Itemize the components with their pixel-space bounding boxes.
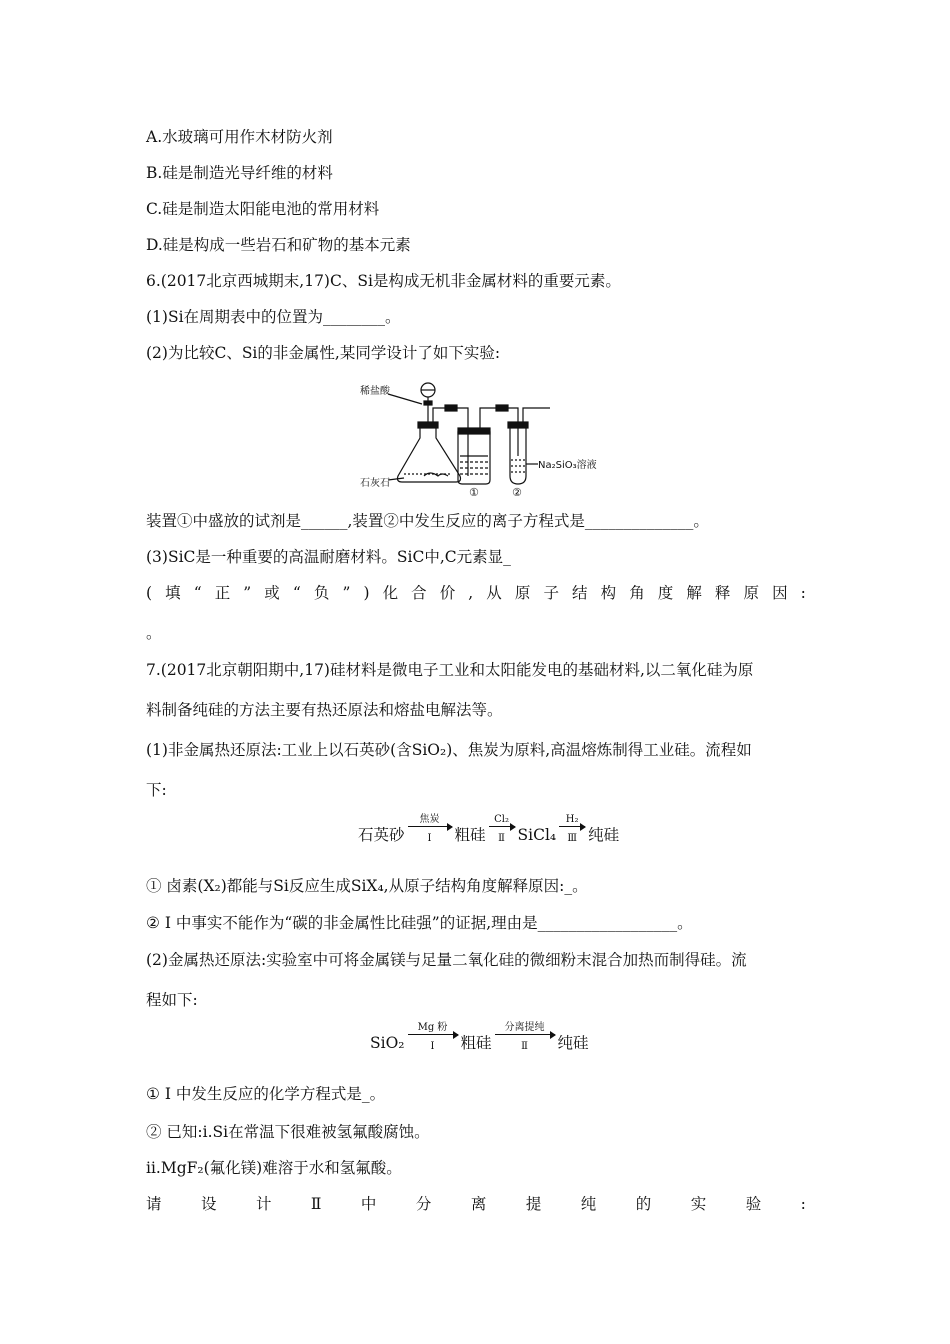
- label-limestone: 石灰石: [360, 478, 390, 489]
- process-flow-2: [370, 1022, 589, 1053]
- flow1-arrow-2: Cl₂ Ⅱ: [489, 814, 515, 845]
- q6-part2-question: 装置①中盛放的试剂是______,装置②中发生反应的离子方程式是______________。: [146, 512, 709, 530]
- option-a: A.水玻璃可用作木材防火剂: [146, 128, 333, 146]
- q7-sub3: ① Ⅰ 中发生反应的化学方程式是_。: [146, 1085, 386, 1103]
- q7-part1-cont: 下:: [146, 781, 167, 799]
- q7-sub5: ⅱ.MgF₂(氟化镁)难溶于水和氢氟酸。: [146, 1159, 402, 1177]
- flow2-product-1: 粗硅: [460, 1034, 492, 1052]
- flow2-product-2: 纯硅: [557, 1034, 589, 1052]
- q7-part2-cont: 程如下:: [146, 991, 198, 1009]
- flow2-arrow-2: 分离提纯 Ⅱ: [495, 1022, 555, 1053]
- process-flow-1: [358, 814, 619, 845]
- q6-part1: (1)Si在周期表中的位置为________。: [146, 308, 401, 326]
- q6-part3: (3)SiC是一种重要的高温耐磨材料。SiC中,C元素显_: [146, 548, 511, 566]
- q6-part3-justified: ( 填 “ 正 ” 或 “ 负 ” ) 化 合 价 , 从 原 子 结 构 角 度 解 释 原 因 :: [146, 584, 806, 602]
- q7-sub6-justified: 请 设 计 Ⅱ 中 分 离 提 纯 的 实 验 :: [146, 1195, 806, 1213]
- q6-title: 6.(2017北京西城期末,17)C、Si是构成无机非金属材料的重要元素。: [146, 272, 621, 290]
- flow1-product-2: SiCl₄: [517, 826, 557, 844]
- flow1-arrow-1: 焦炭 Ⅰ: [408, 814, 452, 845]
- label-bottle-1: ①: [469, 486, 479, 496]
- q7-title: 7.(2017北京朝阳期中,17)硅材料是微电子工业和太阳能发电的基础材料,以二氧化硅为原: [146, 661, 754, 679]
- apparatus-figure: [360, 376, 640, 496]
- label-bottle-2: ②: [512, 486, 522, 496]
- q7-sub2: ② Ⅰ 中事实不能作为“碳的非金属性比硅强”的证据,理由是__________________。: [146, 914, 693, 932]
- flow1-arrow-3: H₂ Ⅲ: [559, 814, 585, 845]
- option-c: C.硅是制造太阳能电池的常用材料: [146, 200, 380, 218]
- flow2-start: SiO₂: [370, 1034, 405, 1052]
- q7-part1: (1)非金属热还原法:工业上以石英砂(含SiO₂)、焦炭为原料,高温熔炼制得工业硅。流程如: [146, 741, 752, 759]
- flow1-product-1: 粗硅: [454, 826, 486, 844]
- q7-title-cont: 料制备纯硅的方法主要有热还原法和熔盐电解法等。: [146, 701, 503, 719]
- flow1-start: 石英砂: [358, 826, 405, 844]
- q7-part2: (2)金属热还原法:实验室中可将金属镁与足量二氧化硅的微细粉末混合加热而制得硅。流: [146, 951, 747, 969]
- flow2-arrow-1: Mg 粉 Ⅰ: [408, 1022, 458, 1053]
- q7-sub1: ① 卤素(X₂)都能与Si反应生成SiX₄,从原子结构角度解释原因:_。: [146, 877, 588, 895]
- q7-sub4: ② 已知:ⅰ.Si在常温下很难被氢氟酸腐蚀。: [146, 1123, 430, 1141]
- label-acid: 稀盐酸: [360, 386, 390, 397]
- q6-part3-end: 。: [146, 624, 162, 642]
- label-solution: Na₂SiO₃溶液: [538, 460, 597, 471]
- flow1-product-3: 纯硅: [588, 826, 620, 844]
- q6-part2: (2)为比较C、Si的非金属性,某同学设计了如下实验:: [146, 344, 501, 362]
- option-b: B.硅是制造光导纤维的材料: [146, 164, 333, 182]
- option-d: D.硅是构成一些岩石和矿物的基本元素: [146, 236, 411, 254]
